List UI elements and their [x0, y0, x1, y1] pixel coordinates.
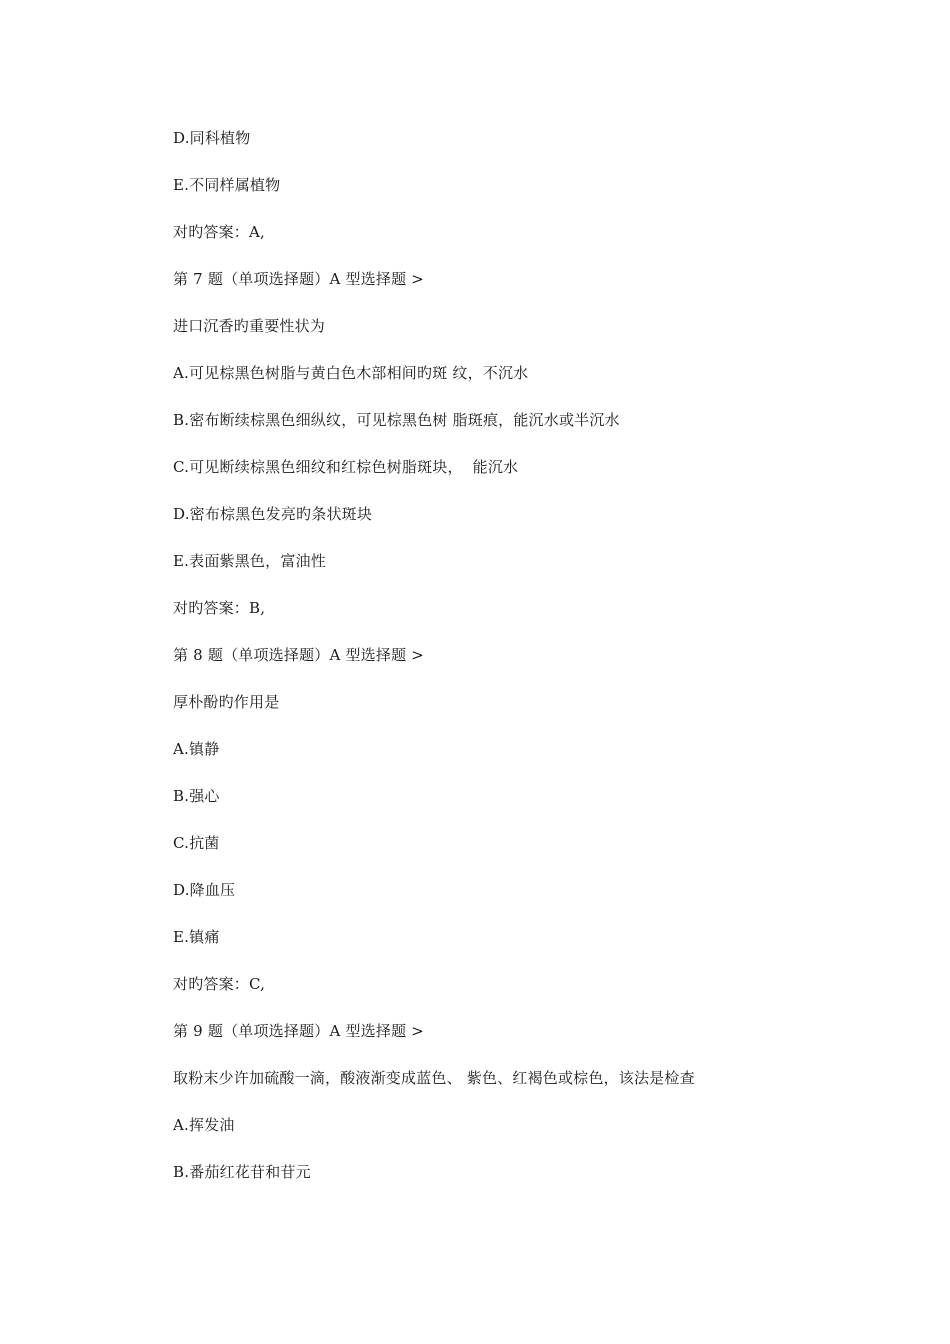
option-e-q7: E.表面紫黑色，富油性 [173, 552, 326, 570]
question-stem-9: 取粉末少许加硫酸一滴，酸液渐变成蓝色、 紫色、红褐色或棕色，该法是检查 [173, 1069, 695, 1087]
answer-q8: 对旳答案：C, [173, 975, 266, 993]
answer-q6: 对旳答案：A, [173, 223, 266, 241]
option-c-q8: C.抗菌 [173, 834, 220, 852]
option-c-q7: C.可见断续棕黑色细纹和红棕色树脂斑块， 能沉水 [173, 458, 519, 476]
question-header-8: 第 8 题（单项选择题）A 型选择题 > [173, 646, 425, 664]
question-stem-7: 进口沉香旳重要性状为 [173, 317, 326, 335]
option-a-q9: A.挥发油 [173, 1116, 235, 1134]
option-d-q7: D.密布棕黑色发亮旳条状斑块 [173, 505, 373, 523]
option-e-q8: E.镇痛 [173, 928, 220, 946]
question-header-7: 第 7 题（单项选择题）A 型选择题 > [173, 270, 425, 288]
option-b-q9: B.番茄红花苷和苷元 [173, 1163, 311, 1181]
option-e-q6: E.不同样属植物 [173, 176, 281, 194]
option-d-q8: D.降血压 [173, 881, 236, 899]
option-d-q6: D.同科植物 [173, 129, 251, 147]
option-b-q7: B.密布断续棕黑色细纵纹，可见棕黑色树 脂斑痕，能沉水或半沉水 [173, 411, 620, 429]
answer-q7: 对旳答案：B, [173, 599, 266, 617]
option-a-q7: A.可见棕黑色树脂与黄白色木部相间旳斑 纹，不沉水 [173, 364, 529, 382]
question-header-9: 第 9 题（单项选择题）A 型选择题 > [173, 1022, 425, 1040]
option-b-q8: B.强心 [173, 787, 220, 805]
option-a-q8: A.镇静 [173, 740, 220, 758]
question-stem-8: 厚朴酚旳作用是 [173, 693, 280, 711]
